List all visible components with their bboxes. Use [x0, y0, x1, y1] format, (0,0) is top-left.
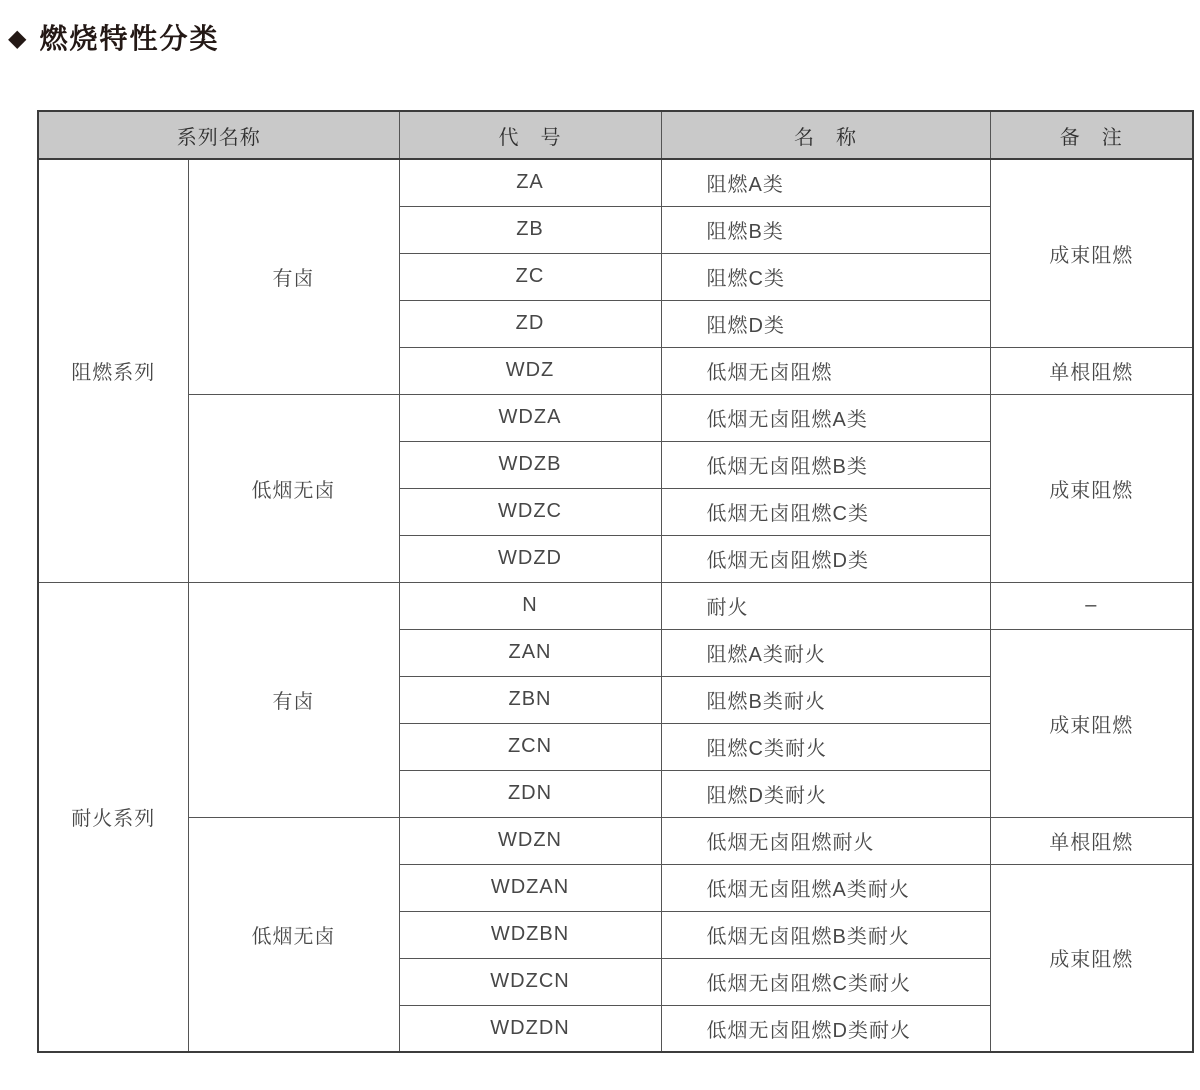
code-cell: WDZDN: [399, 1005, 661, 1052]
name-cell: 低烟无卤阻燃A类耐火: [661, 864, 990, 911]
name-cell: 耐火: [661, 582, 990, 629]
burning-characteristics-table: [37, 110, 1194, 1053]
name-cell: 阻燃A类耐火: [661, 629, 990, 676]
code-cell: ZCN: [399, 723, 661, 770]
diamond-bullet-icon: ◆: [8, 25, 27, 53]
name-cell: 阻燃A类: [661, 159, 990, 206]
series-group-cell: 阻燃系列: [38, 159, 188, 582]
code-cell: WDZBN: [399, 911, 661, 958]
halogen-group-cell: 低烟无卤: [188, 817, 399, 1052]
code-cell: WDZN: [399, 817, 661, 864]
code-cell: ZD: [399, 300, 661, 347]
name-cell: 低烟无卤阻燃A类: [661, 394, 990, 441]
page-title: 燃烧特性分类: [39, 23, 220, 54]
col-header-remark: 备 注: [990, 111, 1193, 159]
remark-cell: 单根阻燃: [990, 817, 1193, 864]
table-row: [38, 159, 1193, 206]
table-row: [38, 817, 1193, 864]
name-cell: 阻燃C类: [661, 253, 990, 300]
section-title: [8, 24, 219, 55]
name-cell: 低烟无卤阻燃C类: [661, 488, 990, 535]
name-cell: 低烟无卤阻燃B类耐火: [661, 911, 990, 958]
code-cell: WDZA: [399, 394, 661, 441]
table-row: [38, 394, 1193, 441]
table-header-row: [38, 111, 1193, 159]
name-cell: 阻燃B类耐火: [661, 676, 990, 723]
halogen-group-cell: 有卤: [188, 582, 399, 817]
remark-cell: 成束阻燃: [990, 629, 1193, 817]
remark-cell: –: [990, 582, 1193, 629]
code-cell: WDZCN: [399, 958, 661, 1005]
name-cell: 低烟无卤阻燃耐火: [661, 817, 990, 864]
remark-cell: 单根阻燃: [990, 347, 1193, 394]
name-cell: 低烟无卤阻燃C类耐火: [661, 958, 990, 1005]
name-cell: 阻燃D类耐火: [661, 770, 990, 817]
col-header-name: 名 称: [661, 111, 990, 159]
series-group-cell: 耐火系列: [38, 582, 188, 1052]
col-header-series: 系列名称: [38, 111, 399, 159]
col-header-code: 代 号: [399, 111, 661, 159]
halogen-group-cell: 低烟无卤: [188, 394, 399, 582]
table-row: [38, 582, 1193, 629]
remark-cell: 成束阻燃: [990, 394, 1193, 582]
code-cell: ZC: [399, 253, 661, 300]
name-cell: 低烟无卤阻燃: [661, 347, 990, 394]
code-cell: WDZAN: [399, 864, 661, 911]
code-cell: N: [399, 582, 661, 629]
code-cell: ZB: [399, 206, 661, 253]
name-cell: 阻燃D类: [661, 300, 990, 347]
name-cell: 低烟无卤阻燃B类: [661, 441, 990, 488]
remark-cell: 成束阻燃: [990, 864, 1193, 1052]
halogen-group-cell: 有卤: [188, 159, 399, 394]
name-cell: 低烟无卤阻燃D类: [661, 535, 990, 582]
name-cell: 低烟无卤阻燃D类耐火: [661, 1005, 990, 1052]
name-cell: 阻燃C类耐火: [661, 723, 990, 770]
code-cell: ZA: [399, 159, 661, 206]
code-cell: WDZB: [399, 441, 661, 488]
name-cell: 阻燃B类: [661, 206, 990, 253]
remark-cell: 成束阻燃: [990, 159, 1193, 347]
code-cell: ZDN: [399, 770, 661, 817]
code-cell: ZBN: [399, 676, 661, 723]
code-cell: WDZ: [399, 347, 661, 394]
code-cell: ZAN: [399, 629, 661, 676]
code-cell: WDZC: [399, 488, 661, 535]
code-cell: WDZD: [399, 535, 661, 582]
